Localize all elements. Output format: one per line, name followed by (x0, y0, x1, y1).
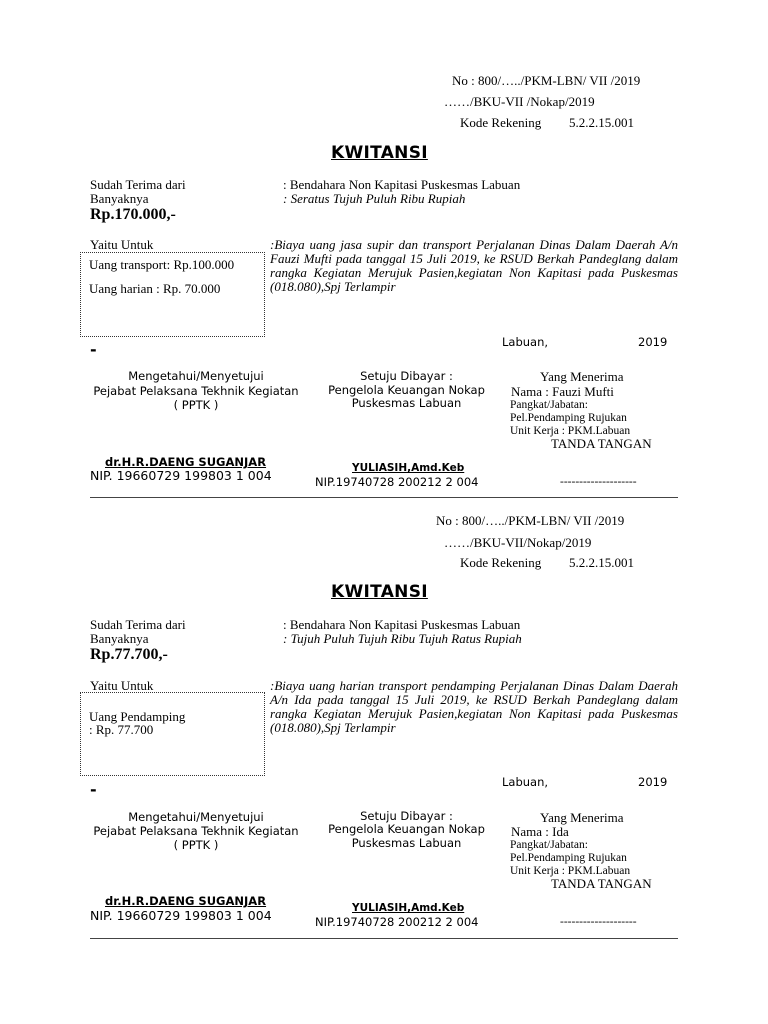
cost-line-1: Uang Pendamping (89, 709, 186, 724)
receipt-title: KWITANSI (331, 582, 428, 602)
tanda-tangan-label: TANDA TANGAN (551, 876, 652, 891)
signature-line: -------------------- (560, 476, 637, 488)
pejabat-label: Pejabat Pelaksana Tekhnik Kegiatan (93, 824, 299, 838)
banyaknya-value: : Tujuh Puluh Tujuh Ribu Tujuh Ratus Rupiah (283, 631, 522, 646)
kode-rekening-value: 5.2.2.15.001 (569, 115, 634, 130)
bendahara-name: YULIASIH,Amd.Keb (352, 462, 465, 474)
mengetahui-label: Mengetahui/Menyetujui (128, 369, 264, 383)
year: 2019 (638, 775, 668, 789)
bendahara-nip: NIP.19740728 200212 2 004 (315, 475, 479, 489)
banyaknya-value: : Seratus Tujuh Puluh Ribu Rupiah (283, 191, 466, 206)
separator-line (90, 497, 678, 498)
banyaknya-label: Banyaknya (90, 631, 149, 646)
penerima-nama: Nama : Ida (511, 824, 569, 839)
penerima-pangkat: Pangkat/Jabatan: (510, 839, 588, 851)
puskesmas-label: Puskesmas Labuan (351, 396, 462, 410)
amount: Rp.77.700,- (90, 646, 168, 663)
setuju-label: Setuju Dibayar : (360, 809, 453, 823)
cost-line-2: : Rp. 77.700 (89, 722, 154, 737)
cost-line-1: Uang transport: Rp.100.000 (89, 257, 235, 272)
terima-value: : Bendahara Non Kapitasi Puskesmas Labuan (283, 617, 521, 632)
penerima-jabatan: Pel.Pendamping Rujukan (510, 412, 627, 424)
pptk-name: dr.H.R.DAENG SUGANJAR (105, 455, 267, 469)
penerima-unit: Unit Kerja : PKM.Labuan (510, 425, 631, 437)
pptk-label: ( PPTK ) (173, 838, 219, 852)
pptk-name: dr.H.R.DAENG SUGANJAR (105, 894, 267, 908)
terima-label: Sudah Terima dari (90, 617, 186, 632)
separator-line (90, 938, 678, 939)
year: 2019 (638, 335, 668, 349)
yaitu-label: Yaitu Untuk (90, 237, 154, 252)
terima-value: : Bendahara Non Kapitasi Puskesmas Labuan (283, 177, 521, 192)
document-number: No : 800/…../PKM-LBN/ VII /2019 (436, 513, 625, 528)
penerima-pangkat: Pangkat/Jabatan: (510, 399, 588, 411)
cost-line-2: Uang harian : Rp. 70.000 (89, 281, 221, 296)
dash-mark: - (90, 780, 97, 799)
kode-rekening-value: 5.2.2.15.001 (569, 555, 634, 570)
banyaknya-label: Banyaknya (90, 191, 149, 206)
dash-mark: - (90, 340, 97, 359)
amount: Rp.170.000,- (90, 206, 176, 223)
pejabat-label: Pejabat Pelaksana Tekhnik Kegiatan (93, 384, 299, 398)
pptk-label: ( PPTK ) (173, 398, 219, 412)
bendahara-nip: NIP.19740728 200212 2 004 (315, 915, 479, 929)
place: Labuan, (502, 775, 549, 789)
tanda-tangan-label: TANDA TANGAN (551, 436, 652, 451)
bku-number: ……/BKU-VII/Nokap/2019 (444, 535, 592, 550)
yaitu-description: :Biaya uang harian transport pendamping Perjalanan Dinas Dalam Daerah A/n Ida pada tanggal 15 Juli 2019, ke RSUD Berkah Pandeglang dalam rangka Kegiatan Merujuk Pasien,kegiatan Non Kapitasi pada Puskesmas (018.080),Spj Terlampir (270, 678, 678, 735)
penerima-label: Yang Menerima (540, 369, 624, 384)
bku-number: ……/BKU-VII /Nokap/2019 (444, 94, 595, 109)
penerima-jabatan: Pel.Pendamping Rujukan (510, 852, 627, 864)
pengelola-label: Pengelola Keuangan Nokap (328, 822, 485, 836)
mengetahui-label: Mengetahui/Menyetujui (128, 810, 264, 824)
cost-breakdown-box (80, 252, 265, 337)
penerima-nama: Nama : Fauzi Mufti (511, 384, 614, 399)
document-number: No : 800/…../PKM-LBN/ VII /2019 (452, 73, 641, 88)
penerima-label: Yang Menerima (540, 810, 624, 825)
puskesmas-label: Puskesmas Labuan (351, 836, 462, 850)
yaitu-label: Yaitu Untuk (90, 678, 154, 693)
terima-label: Sudah Terima dari (90, 177, 186, 192)
penerima-unit: Unit Kerja : PKM.Labuan (510, 865, 631, 877)
signature-line: -------------------- (560, 916, 637, 928)
pptk-nip: NIP. 19660729 199803 1 004 (90, 908, 272, 923)
bendahara-name: YULIASIH,Amd.Keb (352, 902, 465, 914)
receipt-title: KWITANSI (331, 143, 428, 163)
cost-breakdown-box (80, 692, 265, 776)
place: Labuan, (502, 335, 549, 349)
kode-rekening-label: Kode Rekening (460, 555, 542, 570)
pptk-nip: NIP. 19660729 199803 1 004 (90, 468, 272, 483)
pengelola-label: Pengelola Keuangan Nokap (328, 383, 485, 397)
setuju-label: Setuju Dibayar : (360, 369, 453, 383)
yaitu-description: :Biaya uang jasa supir dan transport Perjalanan Dinas Dalam Daerah A/n Fauzi Mufti pada tanggal 15 Juli 2019, ke RSUD Berkah Pandeglang dalam rangka Kegiatan Merujuk Pasien,kegiatan Non Kapitasi pada Puskesmas (018.080),Spj Terlampir (270, 237, 678, 294)
kode-rekening-label: Kode Rekening (460, 115, 542, 130)
